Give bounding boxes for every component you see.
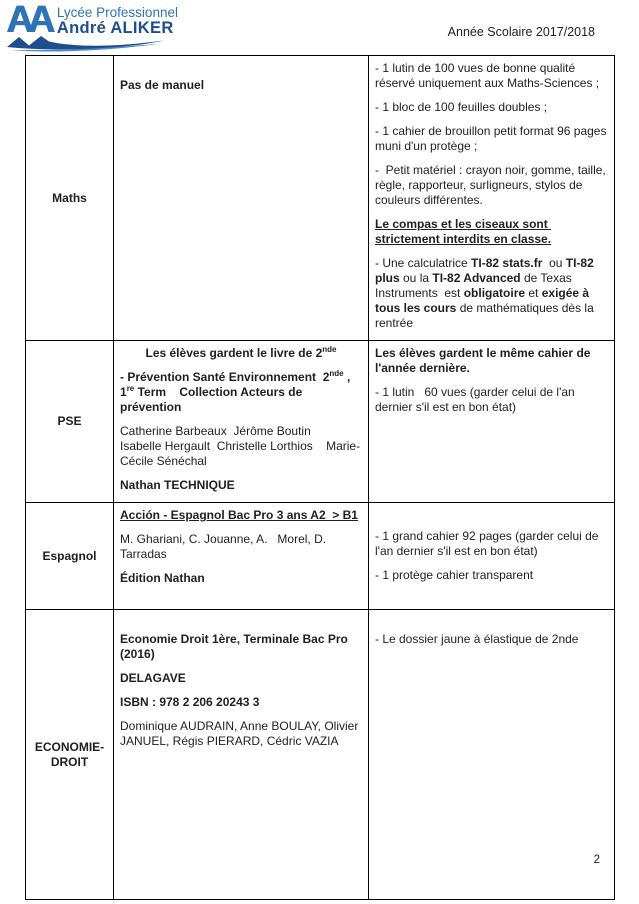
supplies-cell-economie-droit — [369, 610, 615, 900]
paragraph: Dominique AUDRAIN, Anne BOULAY, Olivier JANUEL, Régis PIERARD, Cédric VAZIA — [120, 719, 362, 748]
paragraph: Les élèves gardent le livre de 2nde — [145, 345, 337, 360]
manual-cell-espagnol — [114, 503, 369, 610]
paragraph: - 1 lutin 60 vues (garder celui de l'an dernier s'il est en bon état) — [375, 385, 579, 414]
paragraph: ISBN : 978 2 206 20243 3 — [120, 695, 260, 709]
paragraph: M. Ghariani, C. Jouanne, A. Morel, D. Tarradas — [120, 532, 330, 561]
subject-cell-maths: Maths — [26, 56, 114, 341]
subject-cell-espagnol: Espagnol — [26, 503, 114, 610]
logo-school-type: Lycée Professionnel — [56, 5, 178, 20]
paragraph: Le compas et les ciseaux sont strictement interdits en classe. — [375, 217, 552, 246]
paragraph: - Petit matériel : crayon noir, gomme, taille, règle, rapporteur, surligneurs, stylos de couleurs différentes. — [375, 163, 610, 207]
subject-cell-pse: PSE — [26, 341, 114, 503]
paragraph: - 1 protège cahier transparent — [375, 568, 534, 582]
logo-school-name: André ALIKER — [56, 19, 174, 37]
supplies-cell-espagnol — [369, 503, 615, 610]
table-row-espagnol — [26, 503, 615, 610]
paragraph: - 1 bloc de 100 feuilles doubles ; — [375, 100, 548, 114]
paragraph: Catherine Barbeaux Jérôme Boutin Isabelle Hergault Christelle Lorthios Marie-Cécile Sénéchal — [120, 424, 361, 468]
paragraph: Acción - Espagnol Bac Pro 3 ans A2 > B1 — [120, 508, 358, 522]
supplies-cell-pse — [369, 341, 615, 503]
paragraph: - Une calculatrice TI-82 stats.fr ou TI-82 plus ou la TI-82 Advanced de Texas Instruments est obligatoire et exigée à tous les cours de mathématiques dès la rentrée — [375, 256, 598, 330]
manual-cell-maths — [114, 56, 369, 341]
table-row-maths — [26, 56, 615, 341]
page-number: 2 — [593, 854, 600, 866]
manual-cell-pse — [114, 341, 369, 503]
paragraph: - 1 cahier de brouillon petit format 96 pages muni d'un protège ; — [375, 124, 610, 153]
paragraph: DELAGAVE — [120, 671, 186, 685]
paragraph: - Le dossier jaune à élastique de 2nde — [375, 632, 579, 646]
table-row-economie-droit — [26, 610, 615, 900]
paragraph: Economie Droit 1ère, Terminale Bac Pro (2016) — [120, 632, 352, 661]
supplies-cell-maths — [369, 56, 615, 341]
logo-aa-monogram: AA — [6, 0, 49, 41]
paragraph: - 1 lutin de 100 vues de bonne qualité réservé uniquement aux Maths-Sciences ; — [375, 61, 600, 90]
logo-text — [57, 3, 178, 37]
paragraph: - Prévention Santé Environnement 2nde , 1re Term Collection Acteurs de prévention — [120, 369, 354, 414]
logo-top — [6, 0, 196, 41]
paragraph: Édition Nathan — [120, 571, 205, 585]
supplies-table — [25, 55, 615, 900]
school-logo — [6, 0, 196, 53]
manual-cell-economie-droit — [114, 610, 369, 900]
paragraph: - 1 grand cahier 92 pages (garder celui de l'an dernier s'il est en bon état) — [375, 529, 602, 558]
table-row-pse — [26, 341, 615, 503]
paragraph: Pas de manuel — [120, 78, 205, 92]
paragraph: Nathan TECHNIQUE — [120, 478, 235, 492]
school-year-label: Année Scolaire 2017/2018 — [447, 25, 595, 39]
paragraph: Les élèves gardent le même cahier de l'année dernière. — [375, 346, 594, 375]
subject-cell-economie-droit: ECONOMIE-DROIT — [26, 610, 114, 900]
logo-swoosh-icon — [6, 35, 168, 52]
